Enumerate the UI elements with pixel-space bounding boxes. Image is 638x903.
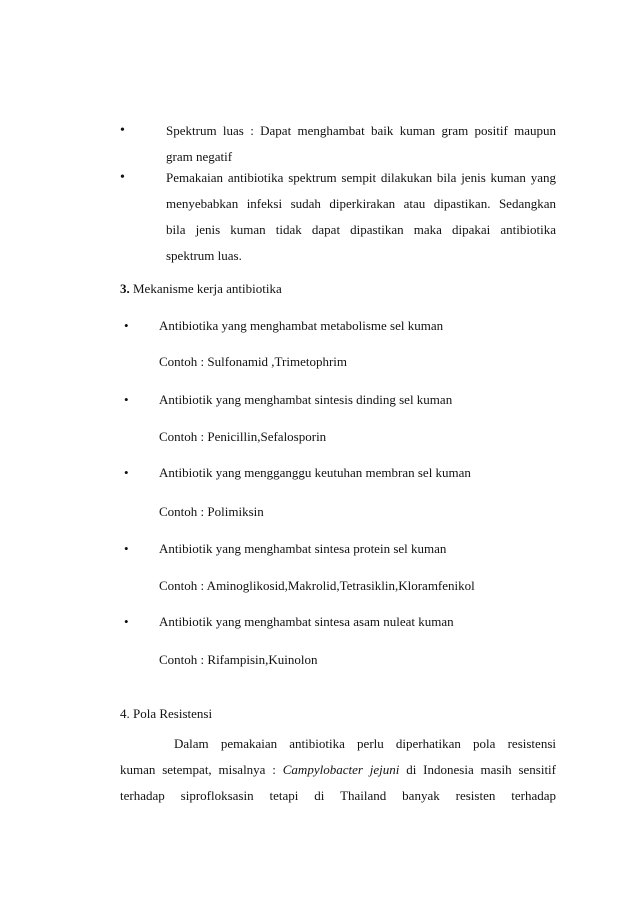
example-text: Contoh : Penicillin,Sefalosporin: [159, 429, 327, 444]
text-line: menyebabkan infeksi sudah diperkirakan atau dipastikan. Sedangkan: [166, 196, 556, 211]
text-line: bila jenis kuman tidak dapat dipastikan maka dipakai antibiotika: [166, 222, 556, 237]
text-line: Pemakaian antibiotika spektrum sempit dilakukan bila jenis kuman yang: [166, 170, 556, 185]
text-line: terhadap siprofloksasin tetapi di Thailand banyak resisten terhadap: [120, 788, 556, 803]
bullet-icon: •: [124, 614, 129, 629]
section-title: Mekanisme kerja antibiotika: [129, 281, 282, 296]
list-item: [124, 539, 446, 559]
text-line: spektrum luas.: [166, 248, 242, 263]
example-text: Contoh : Rifampisin,Kuinolon: [159, 652, 318, 667]
text-line: gram negatif: [166, 149, 233, 164]
section-heading: 4. Pola Resistensi: [120, 706, 213, 721]
list-item-text: Antibiotik yang mengganggu keutuhan membran sel kuman: [159, 465, 471, 480]
bullet-icon: •: [120, 123, 125, 138]
bullet-icon: •: [120, 170, 125, 185]
species-name: Campylobacter jejuni: [282, 762, 400, 777]
list-item: [124, 612, 454, 632]
section-heading: [120, 279, 282, 299]
text-line: Spektrum luas : Dapat menghambat baik kuman gram positif maupun: [166, 123, 556, 138]
list-item-text: Antibiotik yang menghambat sintesis dinding sel kuman: [159, 392, 453, 407]
list-item: [124, 316, 443, 336]
example-text: Contoh : Aminoglikosid,Makrolid,Tetrasiklin,Kloramfenikol: [159, 578, 475, 593]
bullet-icon: •: [124, 541, 129, 556]
list-item-text: Antibiotika yang menghambat metabolisme sel kuman: [159, 318, 444, 333]
example-text: Contoh : Sulfonamid ,Trimetophrim: [159, 354, 348, 369]
list-item-text: Antibiotik yang menghambat sintesa asam nuleat kuman: [159, 614, 454, 629]
bullet-icon: •: [124, 392, 129, 407]
paragraph: [120, 731, 556, 809]
list-item-text: [166, 165, 556, 269]
text-line: Dalam pemakaian antibiotika perlu diperhatikan pola resistensi: [174, 736, 556, 751]
list-item-text: Antibiotik yang menghambat sintesa protein sel kuman: [159, 541, 447, 556]
text-line: kuman setempat, misalnya : Campylobacter jejuni di Indonesia masih sensitif: [120, 762, 557, 777]
example-text: Contoh : Polimiksin: [159, 504, 264, 519]
list-item: [124, 390, 452, 410]
bullet-icon: •: [124, 318, 129, 333]
list-item-text: [166, 118, 556, 170]
bullet-icon: •: [124, 465, 129, 480]
list-item: [124, 463, 471, 483]
section-number: 3.: [120, 281, 130, 296]
